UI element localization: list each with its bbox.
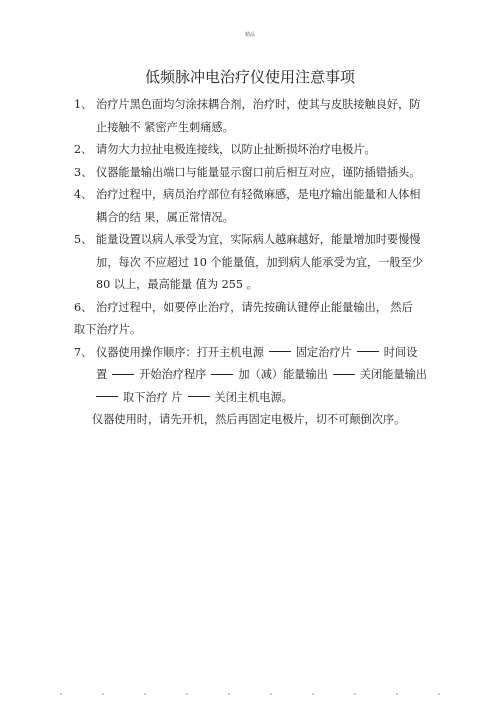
footer-dot [228,693,230,695]
item-line [74,387,434,410]
list-item [74,139,434,162]
list-item [74,297,434,320]
step-text: 加（减）能量输出 [238,368,328,381]
footer-dot [186,693,188,695]
item-line: 80 以上，最高能量 值为 255 。 [96,278,258,291]
usage-note: 仪器使用时，请先开机，然后再固定电极片，切不可颠倒次序。 [92,413,406,426]
item-text: 能量设置以病人承受为宜，实际病人越麻越好，能量增加时要慢慢 [96,233,421,246]
item-text: 治疗过程中，病员治疗部位有轻微麻感，是电疗输出能量和人体相 [96,188,421,201]
step-text: 置 [96,368,108,381]
footer-dot [144,693,146,695]
list-item [74,342,434,365]
footer-dot [438,693,440,695]
arrow-dash [112,374,134,375]
arrow-dash [269,351,291,352]
item-text: 请勿大力拉扯电极连接线，以防止扯断损坏治疗电极片。 [96,143,376,156]
item-number: 7、 [74,345,93,359]
footer-dots [60,693,440,695]
item-number: 5、 [74,233,93,246]
item-line: 耦合的结 果，属正常情况。 [96,210,234,224]
footer-dot [102,693,104,695]
list-item [74,184,434,207]
list-item [74,162,434,185]
item-number: 6、 [74,300,93,314]
item-number: 2、 [74,143,93,156]
step-text: 开始治疗程序 [139,368,207,381]
arrow-dash [188,396,210,397]
step-text: 关闭主机电源。 [214,390,293,404]
item-text [96,342,434,365]
arrow-dash [96,396,118,397]
item-line [74,364,434,387]
item-line: 治疗片黑色面均匀涂抹耦合剂，治疗时，使其与皮肤接触良好，防 [96,98,421,111]
step-text: 取下治疗 片 [123,390,183,404]
item-text [96,94,434,117]
list-item [74,94,434,117]
instructions-list [74,94,434,432]
arrow-dash [357,351,379,352]
footer-dot [354,693,356,695]
arrow-dash [211,374,233,375]
item-number: 4、 [74,188,93,201]
step-text: 固定治疗片 [295,345,352,359]
footer-dot [60,693,62,695]
page-title: 低频脉冲电治疗仪使用注意事项 [144,68,355,86]
footer-dot [270,693,272,695]
step-text: 关闭能量输出 [359,368,427,381]
item-number: 3、 [74,165,93,179]
item-text: 治疗过程中，如要停止治疗，请先按确认键停止能量输出， 然后 [96,300,413,314]
item-line: 加，每次 不应超过 10 个能量值，加到病人能承受为宜，一般至少 [96,255,423,269]
header-mark: 精品 [244,32,255,38]
item-line: 止接触不 紧密产生刺痛感。 [96,120,234,134]
item-text: 仪器能量输出端口与能量显示窗口前后相互对应，谨防插错插头。 [96,165,421,179]
step-text: 仪器使用操作顺序：打开主机电源 [96,345,264,359]
footer-dot [312,693,314,695]
item-number: 1、 [74,98,93,111]
list-item [74,229,434,252]
step-text: 时间设 [383,345,418,359]
item-line: 取下治疗片。 [74,323,142,336]
arrow-dash [333,374,355,375]
footer-dot [396,693,398,695]
